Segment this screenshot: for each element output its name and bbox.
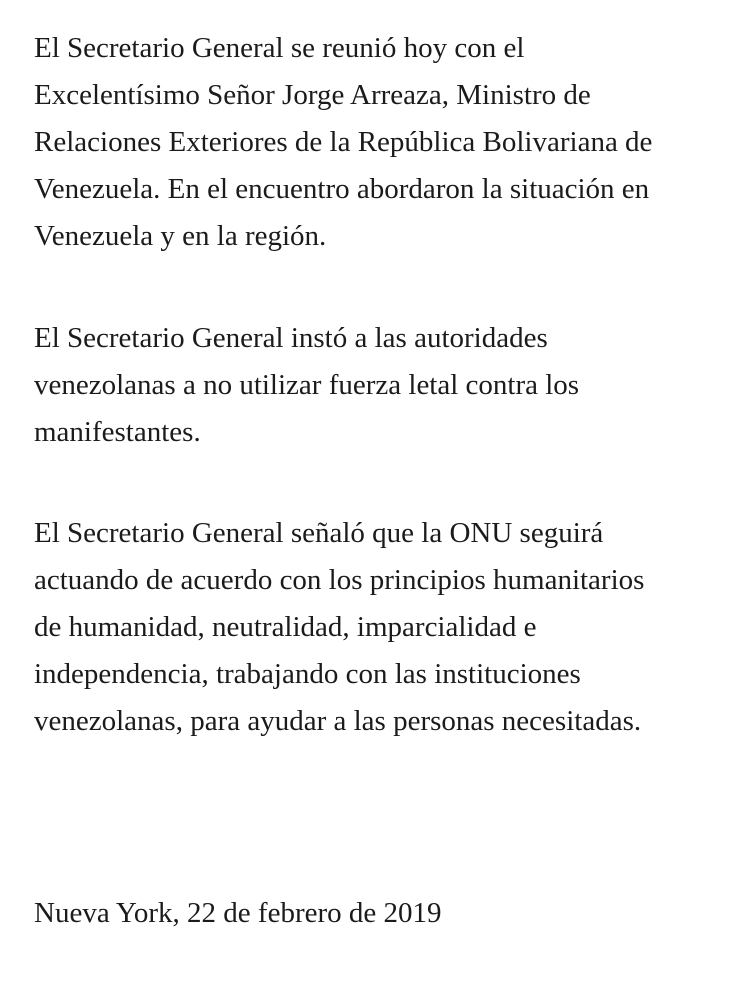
- text-line: El Secretario General instó a las autoridades: [34, 322, 548, 354]
- text-line: de humanidad, neutralidad, imparcialidad e: [34, 611, 537, 643]
- text-line: El Secretario General se reunió hoy con el: [34, 32, 525, 64]
- paragraph-humanitarian-principles: [34, 510, 644, 745]
- text-line: independencia, trabajando con las instituciones: [34, 658, 581, 690]
- dateline: Nueva York, 22 de febrero de 2019: [34, 897, 442, 929]
- paragraph-urge-authorities: [34, 315, 579, 456]
- text-line: venezolanas a no utilizar fuerza letal contra los: [34, 369, 580, 401]
- text-line: actuando de acuerdo con los principios humanitarios: [34, 564, 645, 596]
- text-line: manifestantes.: [34, 416, 201, 448]
- paragraph-meeting: [34, 25, 652, 260]
- text-line: Venezuela. En el encuentro abordaron la situación en: [34, 173, 650, 205]
- text-line: Excelentísimo Señor Jorge Arreaza, Ministro de: [34, 79, 591, 111]
- text-line: venezolanas, para ayudar a las personas necesitadas.: [34, 705, 642, 737]
- text-line: Venezuela y en la región.: [34, 220, 327, 252]
- text-line: Relaciones Exteriores de la República Bolivariana de: [34, 126, 653, 158]
- text-line: El Secretario General señaló que la ONU seguirá: [34, 517, 604, 549]
